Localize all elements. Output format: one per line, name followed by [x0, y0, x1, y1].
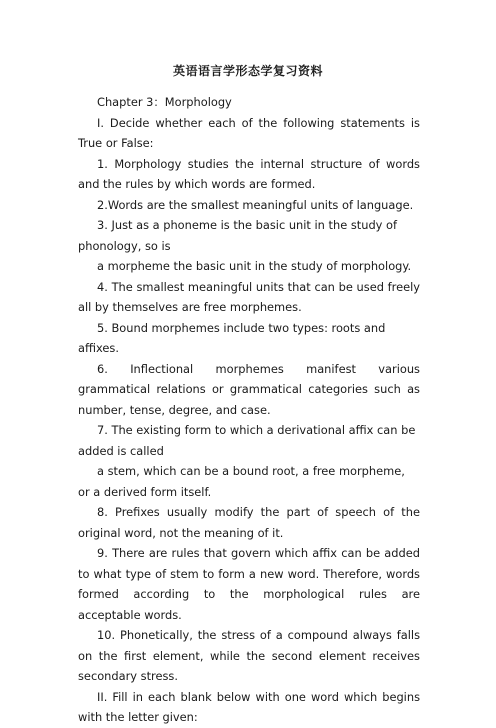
statement-item: 5. Bound morphemes include two types: roots and affixes.: [78, 320, 386, 355]
statement-item: 4. The smallest meaningful units that can be used freely all by themselves are free morphemes.: [78, 279, 420, 314]
chapter-heading: Chapter 3：Morphology: [97, 95, 232, 109]
statement-item: 10. Phonetically, the stress of a compound always falls on the first element, while the second element receives secondary stress.: [78, 628, 420, 683]
statement-continuation: a stem, which can be a bound root, a free morpheme, or a derived form itself.: [78, 464, 405, 499]
statement-item: 1. Morphology studies the internal structure of words and the rules by which words are formed.: [78, 156, 420, 191]
statement-item: 7. The existing form to which a derivational affix can be added is called: [78, 423, 416, 458]
statement-continuation: a morpheme the basic unit in the study of morphology.: [97, 259, 412, 273]
statement-item: 2.Words are the smallest meaningful units of language.: [97, 197, 414, 212]
statement-item: 8. Prefixes usually modify the part of speech of the original word, not the meaning of it.: [78, 505, 420, 540]
document-body: [78, 92, 420, 728]
document-title: 英语语言学形态学复习资料: [172, 64, 323, 78]
statement-item: 9. There are rules that govern which affix can be added to what type of stem to form a new word. Therefore, words formed according to the morphological rules are acceptable words.: [78, 546, 420, 622]
section-heading: II. Fill in each blank below with one word which begins with the letter given:: [78, 689, 420, 724]
section-heading: I. Decide whether each of the following statements is True or False:: [78, 115, 420, 150]
statement-item: 3. Just as a phoneme is the basic unit in the study of phonology, so is: [78, 218, 398, 253]
statement-item: 6. Inflectional morphemes manifest various grammatical relations or grammatical categories such as number, tense, degree, and case.: [78, 361, 420, 417]
